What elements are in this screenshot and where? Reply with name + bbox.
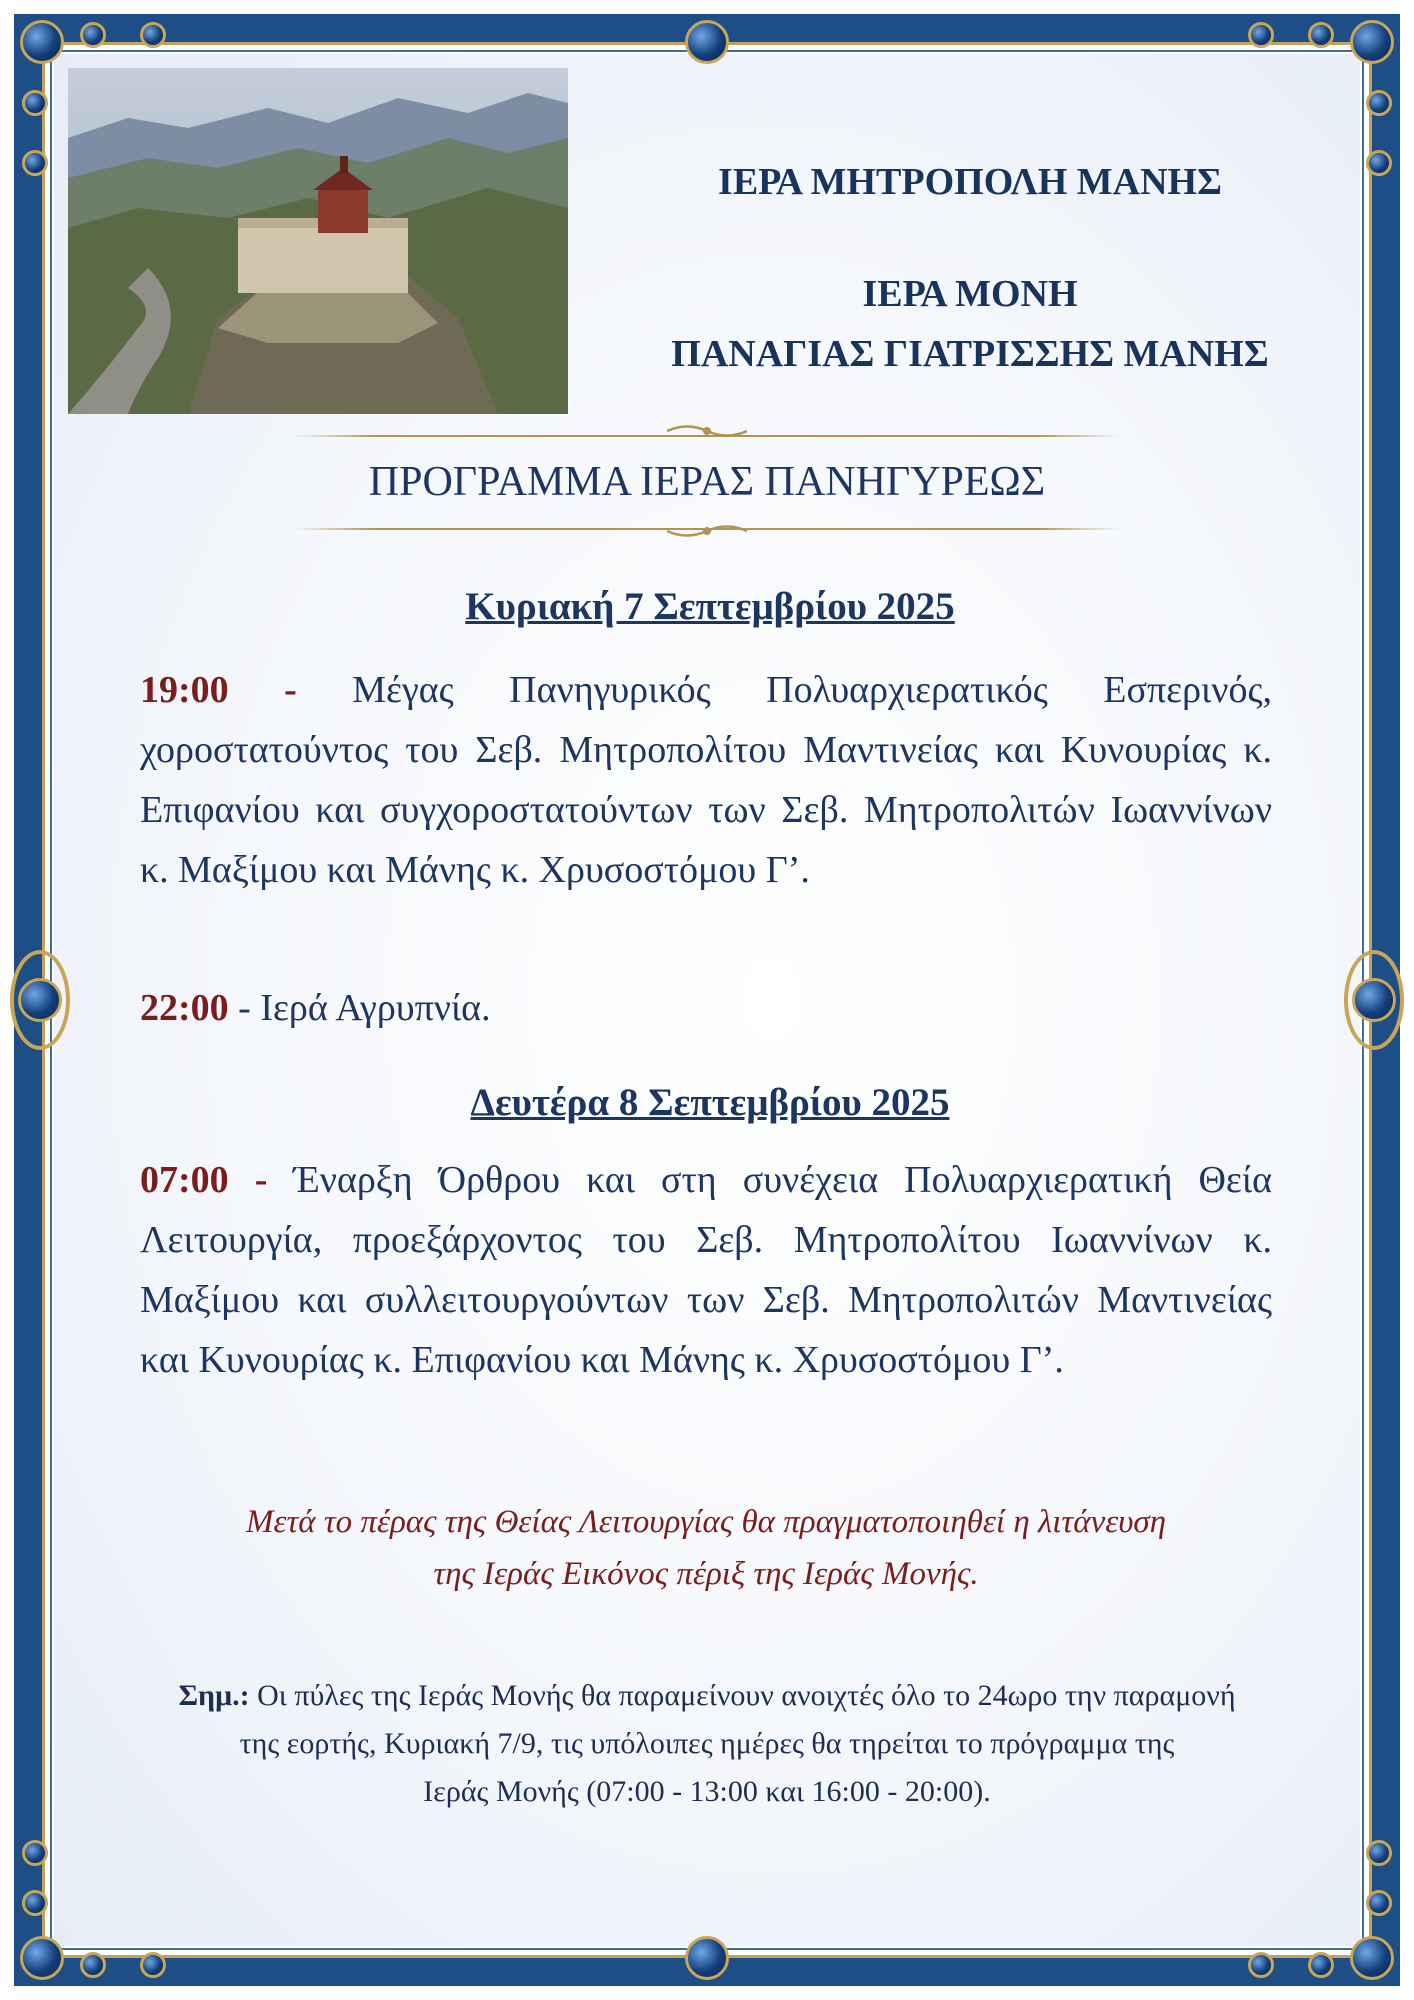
remark-note (78, 1672, 1336, 1816)
jewel-icon (140, 22, 166, 48)
corner-jewel-icon (20, 1936, 64, 1980)
jewel-icon (22, 1890, 48, 1916)
left-side-ornament-icon (0, 910, 80, 1090)
procession-note-line2: της Ιεράς Εικόνος πέριξ της Ιεράς Μονής. (433, 1556, 979, 1592)
event-separator: - (228, 669, 353, 711)
top-flourish-icon (667, 422, 747, 440)
event-separator: - (228, 987, 261, 1029)
event-sunday-2200 (140, 978, 1272, 1038)
corner-jewel-icon (20, 20, 64, 64)
jewel-icon (1366, 1890, 1392, 1916)
monastery-title-line2: ΠΑΝΑΓΙΑΣ ΓΙΑΤΡΙΣΣΗΣ ΜΑΝΗΣ (671, 333, 1269, 375)
remark-line2: της εορτής, Κυριακή 7/9, τις υπόλοιπες ημέρες θα τηρείται το πρόγραμμα της (239, 1727, 1175, 1760)
event-monday-0700 (140, 1150, 1272, 1390)
jewel-icon (1366, 1840, 1392, 1866)
event-text: Ιερά Αγρυπνία. (260, 987, 491, 1029)
jewel-icon (22, 90, 48, 116)
top-center-jewel-icon (685, 20, 729, 64)
jewel-icon (1366, 90, 1392, 116)
day-heading-monday: Δευτέρα 8 Σεπτεμβρίου 2025 (470, 1081, 950, 1124)
procession-note-line1: Μετά το πέρας της Θείας Λειτουργίας θα πραγματοποιηθεί η λιτάνευση (245, 1504, 1167, 1540)
jewel-icon (1366, 150, 1392, 176)
jewel-icon (1248, 1952, 1274, 1978)
jewel-icon (1308, 1952, 1334, 1978)
top-rule (294, 435, 1120, 437)
jewel-icon (1248, 22, 1274, 48)
remark-label: Σημ.: (178, 1679, 250, 1712)
bottom-center-jewel-icon (685, 1936, 729, 1980)
monastery-photo (68, 68, 568, 414)
event-time: 19:00 (140, 669, 229, 711)
procession-note (140, 1496, 1272, 1600)
jewel-icon (140, 1952, 166, 1978)
metropolis-title: ΙΕΡΑ ΜΗΤΡΟΠΟΛΗ ΜΑΝΗΣ (718, 161, 1222, 203)
monastery-title-line1: ΙΕΡΑ ΜΟΝΗ (862, 273, 1078, 315)
remark-line1: Οι πύλες της Ιεράς Μονής θα παραμείνουν ανοιχτές όλο το 24ωρο την παραμονή (249, 1679, 1236, 1712)
remark-line3: Ιεράς Μονής (07:00 - 13:00 και 16:00 - 20:00). (423, 1775, 991, 1808)
jewel-icon (22, 150, 48, 176)
jewel-icon (80, 22, 106, 48)
jewel-icon (22, 1840, 48, 1866)
event-separator: - (228, 1159, 294, 1201)
day-heading-sunday: Κυριακή 7 Σεπτεμβρίου 2025 (465, 585, 955, 628)
event-time: 07:00 (140, 1159, 229, 1201)
event-text: Μέγας Πανηγυρικός Πολυαρχιερατικός Εσπερινός, χοροστατούντος του Σεβ. Μητροπολίτου Μαντινείας και Κυνουρίας κ. Επιφανίου και συγχοροστατούντων των Σεβ. Μητροπολιτών Ιωαννίνων κ. Μαξίμου και Μάνης κ. Χρυσοστόμου Γ’. (140, 669, 1273, 891)
corner-jewel-icon (1350, 1936, 1394, 1980)
event-time: 22:00 (140, 987, 229, 1029)
bottom-flourish-icon (667, 522, 747, 540)
corner-jewel-icon (1350, 20, 1394, 64)
right-side-ornament-icon (1334, 910, 1414, 1090)
jewel-icon (80, 1952, 106, 1978)
event-text: Έναρξη Όρθρου και στη συνέχεια Πολυαρχιερατική Θεία Λειτουργία, προεξάρχοντος του Σεβ. Μητροπολίτου Ιωαννίνων κ. Μαξίμου και συλλειτουργούντων των Σεβ. Μητροπολιτών Μαντινείας και Κυνουρίας κ. Επιφανίου και Μάνης κ. Χρυσοστόμου Γ’. (140, 1159, 1273, 1381)
event-sunday-1900 (140, 660, 1272, 900)
program-title: ΠΡΟΓΡΑΜΜΑ ΙΕΡΑΣ ΠΑΝΗΓΥΡΕΩΣ (368, 459, 1046, 505)
jewel-icon (1308, 22, 1334, 48)
